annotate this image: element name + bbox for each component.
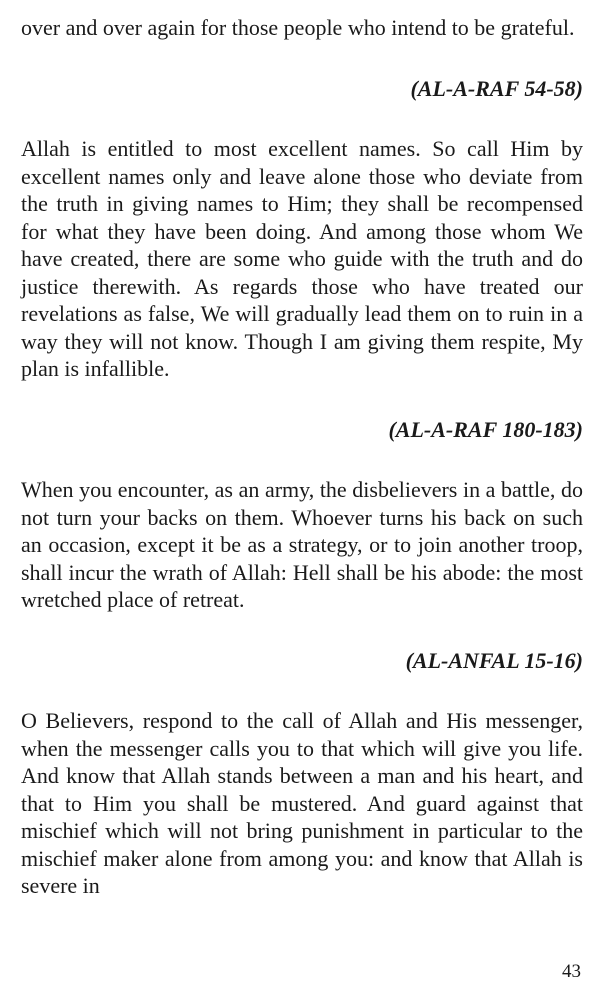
paragraph-continued: over and over again for those people who intend to be grateful. — [21, 15, 575, 40]
verse-reference: (AL-A-RAF 54-58) — [410, 75, 583, 101]
page-body — [21, 14, 583, 900]
paragraph-battle: When you encounter, as an army, the disbelievers in a battle, do not turn your backs on them. Whoever turns his back on such an occasion, except it be as a strategy, or to join another troop, shall incur the wrath of Allah: Hell shall be his abode: the most wretched place of retreat. — [21, 477, 583, 612]
page-number: 43 — [562, 961, 581, 982]
paragraph-believers: O Believers, respond to the call of Allah and His messenger, when the messenger calls you to that which will give you life. And know that Allah stands between a man and his heart, and that to Him you shall be mustered. And guard against that mischief which will not bring punishment in particular to the mischief maker alone from among you: and know that Allah is severe in — [21, 708, 583, 898]
paragraph-excellent-names: Allah is entitled to most excellent names. So call Him by excellent names only and leave alone those who deviate from the truth in giving names to Him; they shall be recompensed for what they have been doing. And among those whom We have created, there are some who guide with the truth and do justice therewith. As regards those who have treated our revelations as false, We will gradually lead them on to ruin in a way they will not know. Though I am giving them respite, My plan is infallible. — [21, 136, 583, 381]
verse-reference: (AL-ANFAL 15-16) — [405, 647, 583, 673]
verse-reference: (AL-A-RAF 180-183) — [388, 416, 583, 442]
